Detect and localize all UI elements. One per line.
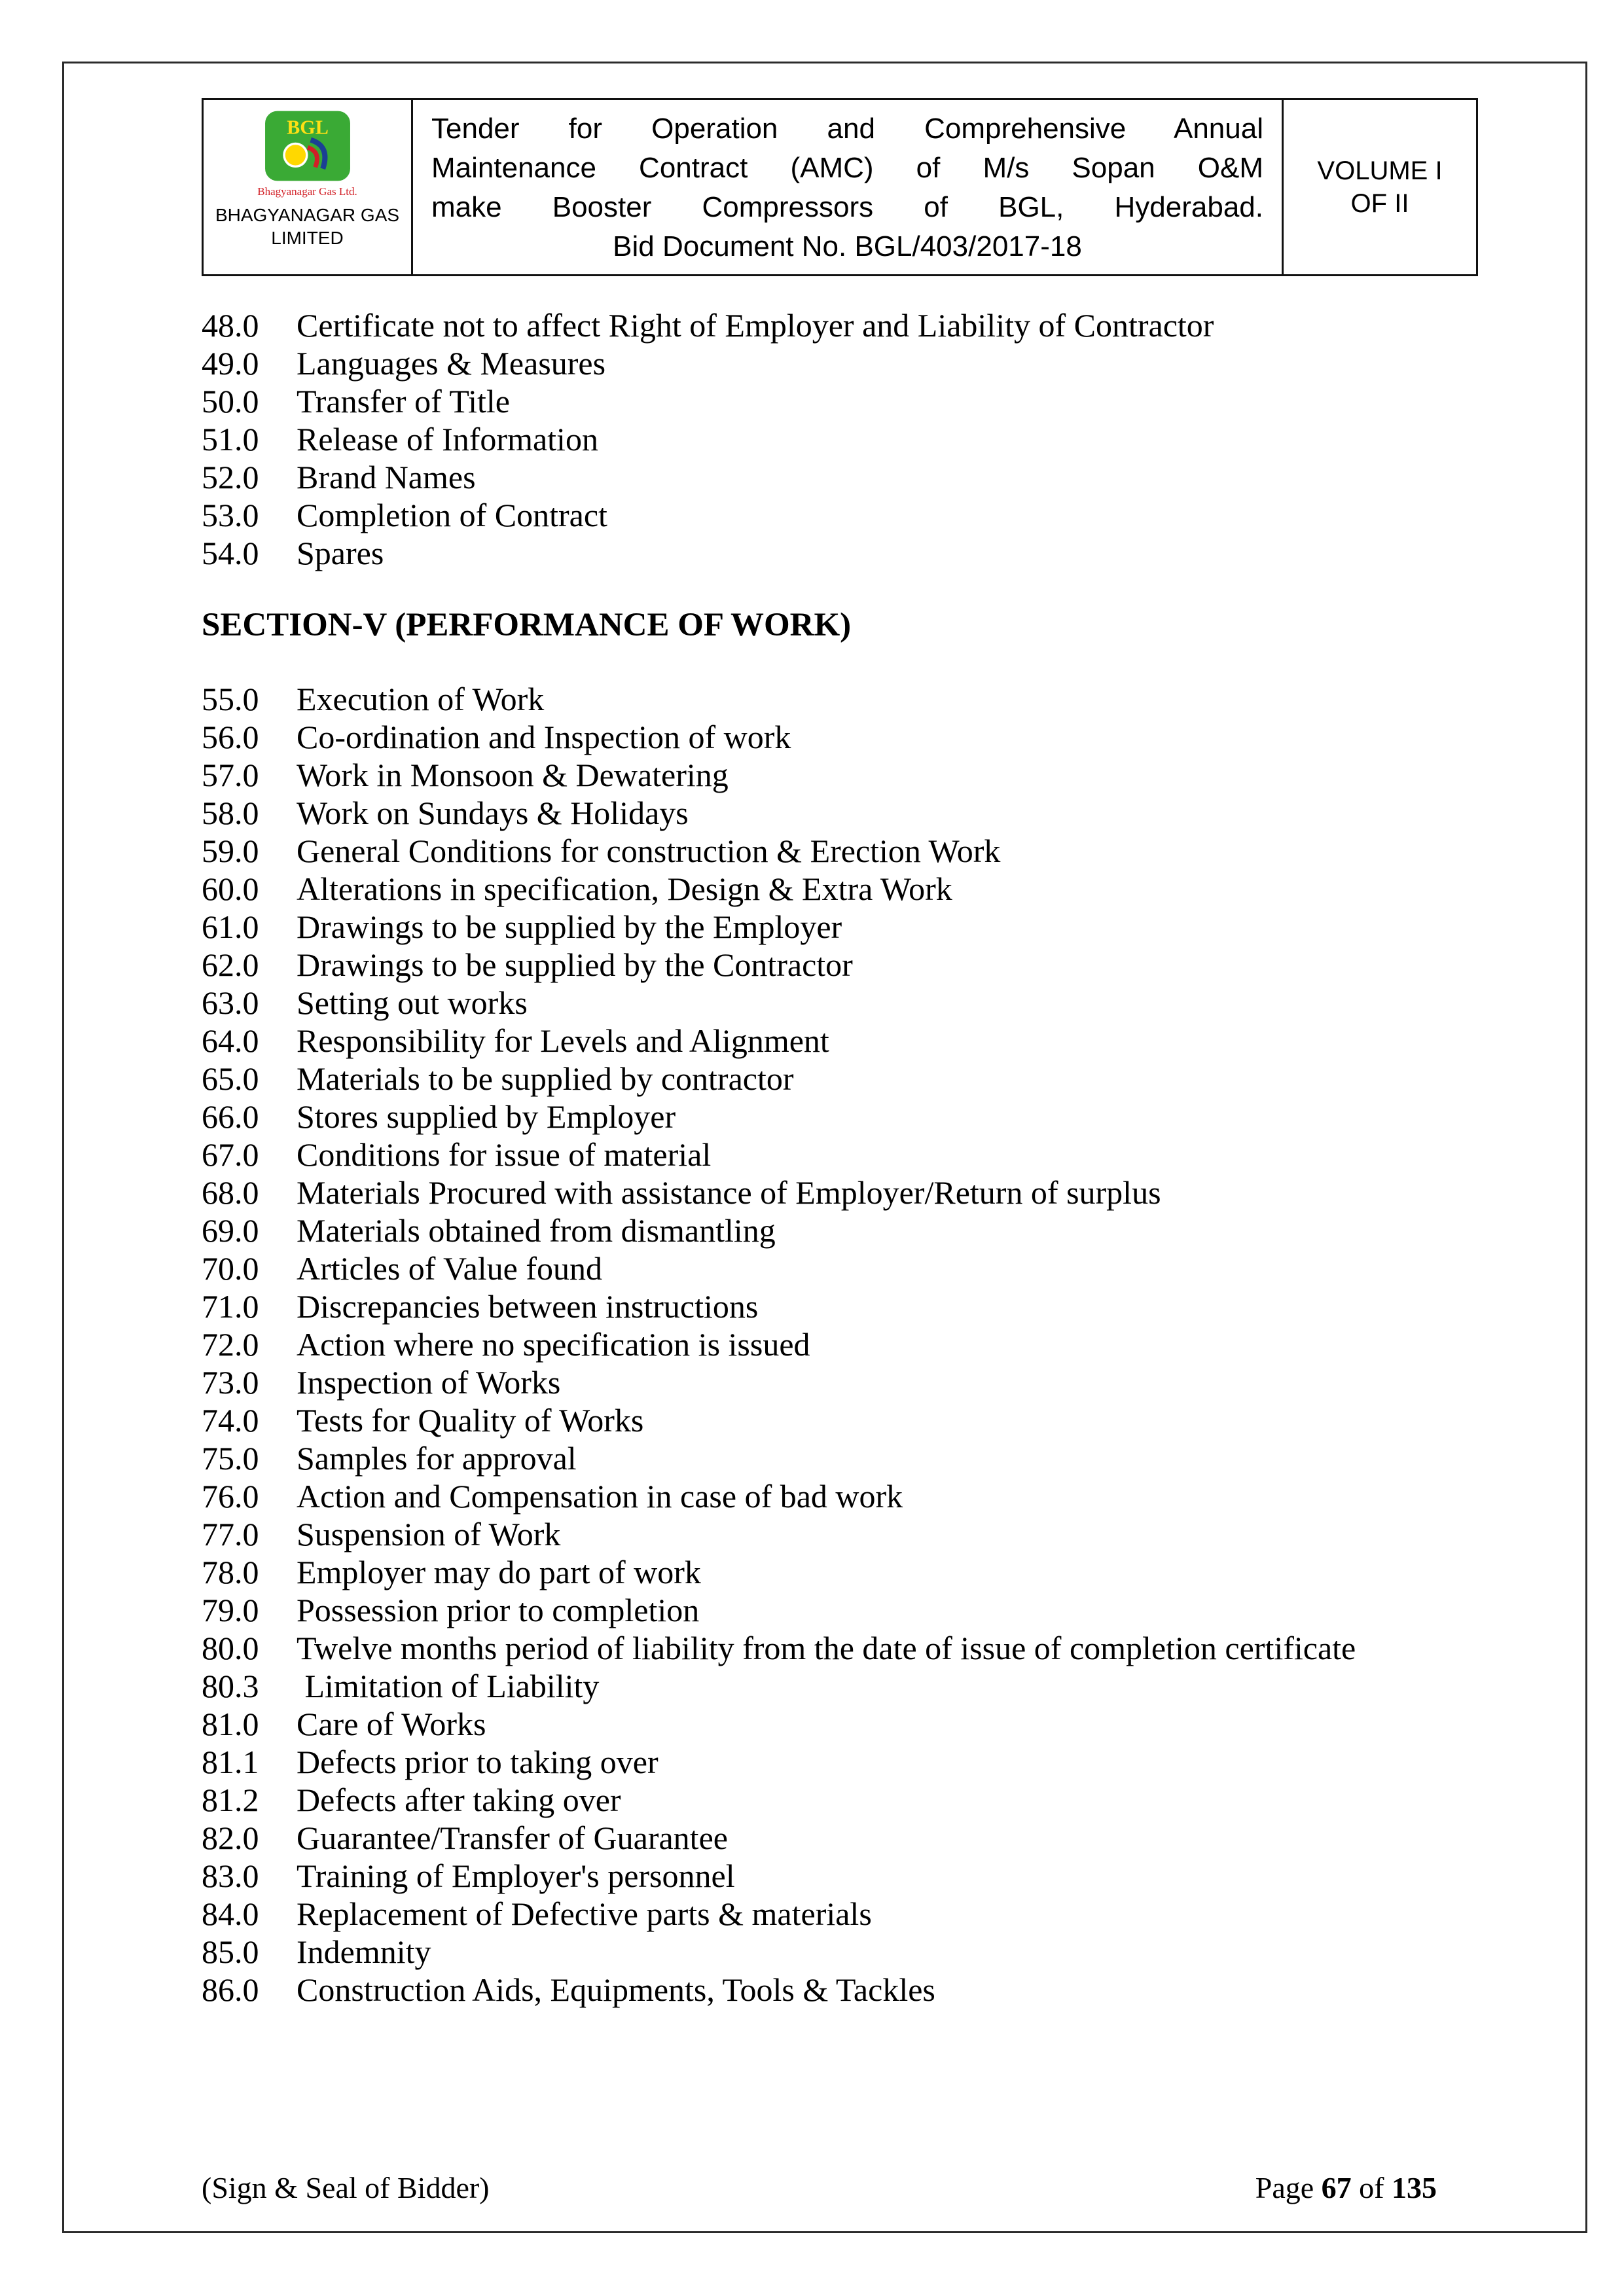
toc-item-title: Replacement of Defective parts & materials (297, 1895, 872, 1932)
toc-item (202, 984, 1480, 1022)
toc-item (202, 1174, 1480, 1211)
tender-title-line-2: Maintenance Contract (AMC) of M/s Sopan O&M (431, 152, 1263, 184)
toc-item (202, 1249, 1480, 1287)
toc-item (202, 458, 1480, 496)
toc-item-number: 69.0 (202, 1212, 259, 1249)
toc-item-title: Brand Names (297, 459, 476, 495)
toc-item-title: Languages & Measures (297, 345, 606, 382)
toc-item-number: 50.0 (202, 383, 259, 420)
toc-item-title: Articles of Value found (297, 1250, 603, 1287)
toc-item-number: 48.0 (202, 307, 259, 344)
toc-item-number: 78.0 (202, 1554, 259, 1590)
toc-item (202, 1933, 1480, 1971)
toc-item-title: Twelve months period of liability from the date of issue of completion certificate (297, 1630, 1356, 1666)
toc-item (202, 344, 1480, 382)
svg-text:BGL: BGL (286, 116, 329, 139)
toc-item (202, 1477, 1480, 1515)
toc-item-title: Execution of Work (297, 681, 545, 717)
section-heading: SECTION-V (PERFORMANCE OF WORK) (202, 607, 852, 643)
toc-item (202, 1819, 1480, 1857)
toc-item-number: 54.0 (202, 535, 259, 571)
toc-item (202, 756, 1480, 794)
toc-item (202, 1287, 1480, 1325)
toc-item-title: Action and Compensation in case of bad work (297, 1478, 903, 1515)
toc-item-title: Tests for Quality of Works (297, 1402, 644, 1439)
toc-item-number: 81.2 (202, 1782, 259, 1818)
toc-item (202, 1667, 1480, 1705)
toc-item-number: 66.0 (202, 1098, 259, 1135)
page-indicator (1255, 2170, 1437, 2206)
toc-item-title: Drawings to be supplied by the Contractor (297, 946, 853, 983)
logo-cell (204, 100, 413, 274)
toc-item-number: 73.0 (202, 1364, 259, 1401)
toc-item-title: Indemnity (297, 1933, 431, 1970)
toc-item-number: 75.0 (202, 1440, 259, 1477)
toc-item (202, 1401, 1480, 1439)
toc-item-number: 51.0 (202, 421, 259, 457)
toc-item (202, 1439, 1480, 1477)
toc-item-number: 83.0 (202, 1857, 259, 1894)
toc-item (202, 1325, 1480, 1363)
toc-item (202, 870, 1480, 908)
toc-item-number: 49.0 (202, 345, 259, 382)
toc-item-number: 57.0 (202, 757, 259, 793)
toc-item-title: Certificate not to affect Right of Employer and Liability of Contractor (297, 307, 1214, 344)
toc-item (202, 382, 1480, 420)
toc-item (202, 420, 1480, 458)
toc-item-number: 70.0 (202, 1250, 259, 1287)
toc-item-title: Guarantee/Transfer of Guarantee (297, 1820, 728, 1856)
toc-item-title: Samples for approval (297, 1440, 577, 1477)
toc-item (202, 1781, 1480, 1819)
toc-item-number: 71.0 (202, 1288, 259, 1325)
toc-item (202, 946, 1480, 984)
toc-item-title: Limitation of Liability (297, 1668, 600, 1704)
toc-item-title: Co-ordination and Inspection of work (297, 719, 791, 755)
toc-item (202, 1743, 1480, 1781)
header-table (202, 98, 1478, 276)
toc-item-number: 60.0 (202, 870, 259, 907)
toc-item-number: 80.0 (202, 1630, 259, 1666)
toc-item-title: General Conditions for construction & Erection Work (297, 833, 1001, 869)
toc-item (202, 1895, 1480, 1933)
toc-item-number: 77.0 (202, 1516, 259, 1552)
toc-item-number: 56.0 (202, 719, 259, 755)
page-footer (62, 2170, 1587, 2206)
title-cell (413, 100, 1284, 274)
toc-item (202, 496, 1480, 534)
toc-item-title: Release of Information (297, 421, 598, 457)
toc-item (202, 718, 1480, 756)
toc-item-title: Work on Sundays & Holidays (297, 795, 689, 831)
toc-item-title: Stores supplied by Employer (297, 1098, 676, 1135)
toc-item-title: Materials obtained from dismantling (297, 1212, 776, 1249)
toc-item-title: Defects prior to taking over (297, 1744, 659, 1780)
toc-item (202, 1363, 1480, 1401)
org-name-line-2: LIMITED (271, 228, 344, 248)
bgl-logo (262, 108, 353, 184)
page-content (62, 62, 1587, 2233)
page-total: 135 (1392, 2171, 1437, 2204)
tender-title-line-1: Tender for Operation and Comprehensive Annual (431, 113, 1263, 145)
toc-item-number: 84.0 (202, 1895, 259, 1932)
toc-item (202, 794, 1480, 832)
volume-line-1: VOLUME I (1317, 156, 1443, 185)
toc-item-title: Care of Works (297, 1706, 486, 1742)
page-number: 67 (1321, 2171, 1352, 2204)
toc-item-number: 59.0 (202, 833, 259, 869)
toc-item-title: Materials Procured with assistance of Employer/Return of surplus (297, 1174, 1161, 1211)
bid-document-number: Bid Document No. BGL/403/2017-18 (613, 230, 1082, 262)
toc-item (202, 1515, 1480, 1553)
toc-item (202, 1022, 1480, 1060)
toc-item-number: 82.0 (202, 1820, 259, 1856)
toc-item-title: Defects after taking over (297, 1782, 621, 1818)
toc-item (202, 1553, 1480, 1591)
toc-item (202, 680, 1480, 718)
toc-item (202, 1971, 1480, 2009)
volume-line-2: OF II (1350, 189, 1409, 218)
toc-item-title: Completion of Contract (297, 497, 607, 533)
toc-item-title: Possession prior to completion (297, 1592, 700, 1628)
toc-item-number: 85.0 (202, 1933, 259, 1970)
toc-item-number: 81.1 (202, 1744, 259, 1780)
toc-item (202, 1098, 1480, 1136)
toc-item-number: 80.3 (202, 1668, 259, 1704)
logo-tagline: Bhagyanagar Gas Ltd. (257, 185, 357, 198)
toc-item-number: 68.0 (202, 1174, 259, 1211)
org-name (215, 204, 399, 249)
toc-item-number: 52.0 (202, 459, 259, 495)
toc-item-title: Alterations in specification, Design & Extra Work (297, 870, 952, 907)
toc-item-number: 79.0 (202, 1592, 259, 1628)
org-name-line-1: BHAGYANAGAR GAS (215, 205, 400, 225)
toc-item-number: 72.0 (202, 1326, 259, 1363)
toc-item-number: 76.0 (202, 1478, 259, 1515)
toc-item (202, 1060, 1480, 1098)
toc-list-performance (202, 680, 1480, 2009)
toc-item (202, 1629, 1480, 1667)
toc-item-number: 81.0 (202, 1706, 259, 1742)
toc-item-number: 53.0 (202, 497, 259, 533)
toc-item-number: 74.0 (202, 1402, 259, 1439)
toc-list-general (202, 306, 1480, 572)
toc-item-title: Suspension of Work (297, 1516, 561, 1552)
toc-item (202, 1591, 1480, 1629)
toc-item-number: 55.0 (202, 681, 259, 717)
of-word: of (1359, 2171, 1384, 2204)
toc-item-title: Setting out works (297, 984, 528, 1021)
toc-item (202, 908, 1480, 946)
toc-item-number: 64.0 (202, 1022, 259, 1059)
toc-item-title: Construction Aids, Equipments, Tools & Tackles (297, 1971, 935, 2008)
volume-cell (1284, 100, 1476, 274)
tender-title-line-3: make Booster Compressors of BGL, Hyderabad. (431, 191, 1263, 223)
toc-item (202, 306, 1480, 344)
toc-item-title: Conditions for issue of material (297, 1136, 712, 1173)
toc-item-title: Responsibility for Levels and Alignment (297, 1022, 829, 1059)
toc-item-number: 63.0 (202, 984, 259, 1021)
page-word: Page (1255, 2171, 1314, 2204)
toc-item-title: Drawings to be supplied by the Employer (297, 908, 842, 945)
toc-item (202, 832, 1480, 870)
toc-item (202, 1857, 1480, 1895)
sign-seal-label: (Sign & Seal of Bidder) (202, 2171, 490, 2204)
toc-item-number: 61.0 (202, 908, 259, 945)
toc-item-title: Spares (297, 535, 384, 571)
toc-item-number: 67.0 (202, 1136, 259, 1173)
toc-item (202, 1705, 1480, 1743)
toc-item (202, 534, 1480, 572)
bgl-logo-graphic (262, 108, 353, 184)
toc-item-title: Employer may do part of work (297, 1554, 701, 1590)
toc-item-title: Action where no specification is issued (297, 1326, 810, 1363)
toc-item-title: Transfer of Title (297, 383, 510, 420)
toc-item-number: 86.0 (202, 1971, 259, 2008)
toc-item-title: Materials to be supplied by contractor (297, 1060, 794, 1097)
toc-item-title: Work in Monsoon & Dewatering (297, 757, 729, 793)
toc-item-number: 58.0 (202, 795, 259, 831)
toc-item (202, 1211, 1480, 1249)
toc-item-title: Inspection of Works (297, 1364, 561, 1401)
toc-item-number: 65.0 (202, 1060, 259, 1097)
toc-item-title: Training of Employer's personnel (297, 1857, 735, 1894)
toc-item-number: 62.0 (202, 946, 259, 983)
toc-item (202, 1136, 1480, 1174)
toc-item-title: Discrepancies between instructions (297, 1288, 759, 1325)
